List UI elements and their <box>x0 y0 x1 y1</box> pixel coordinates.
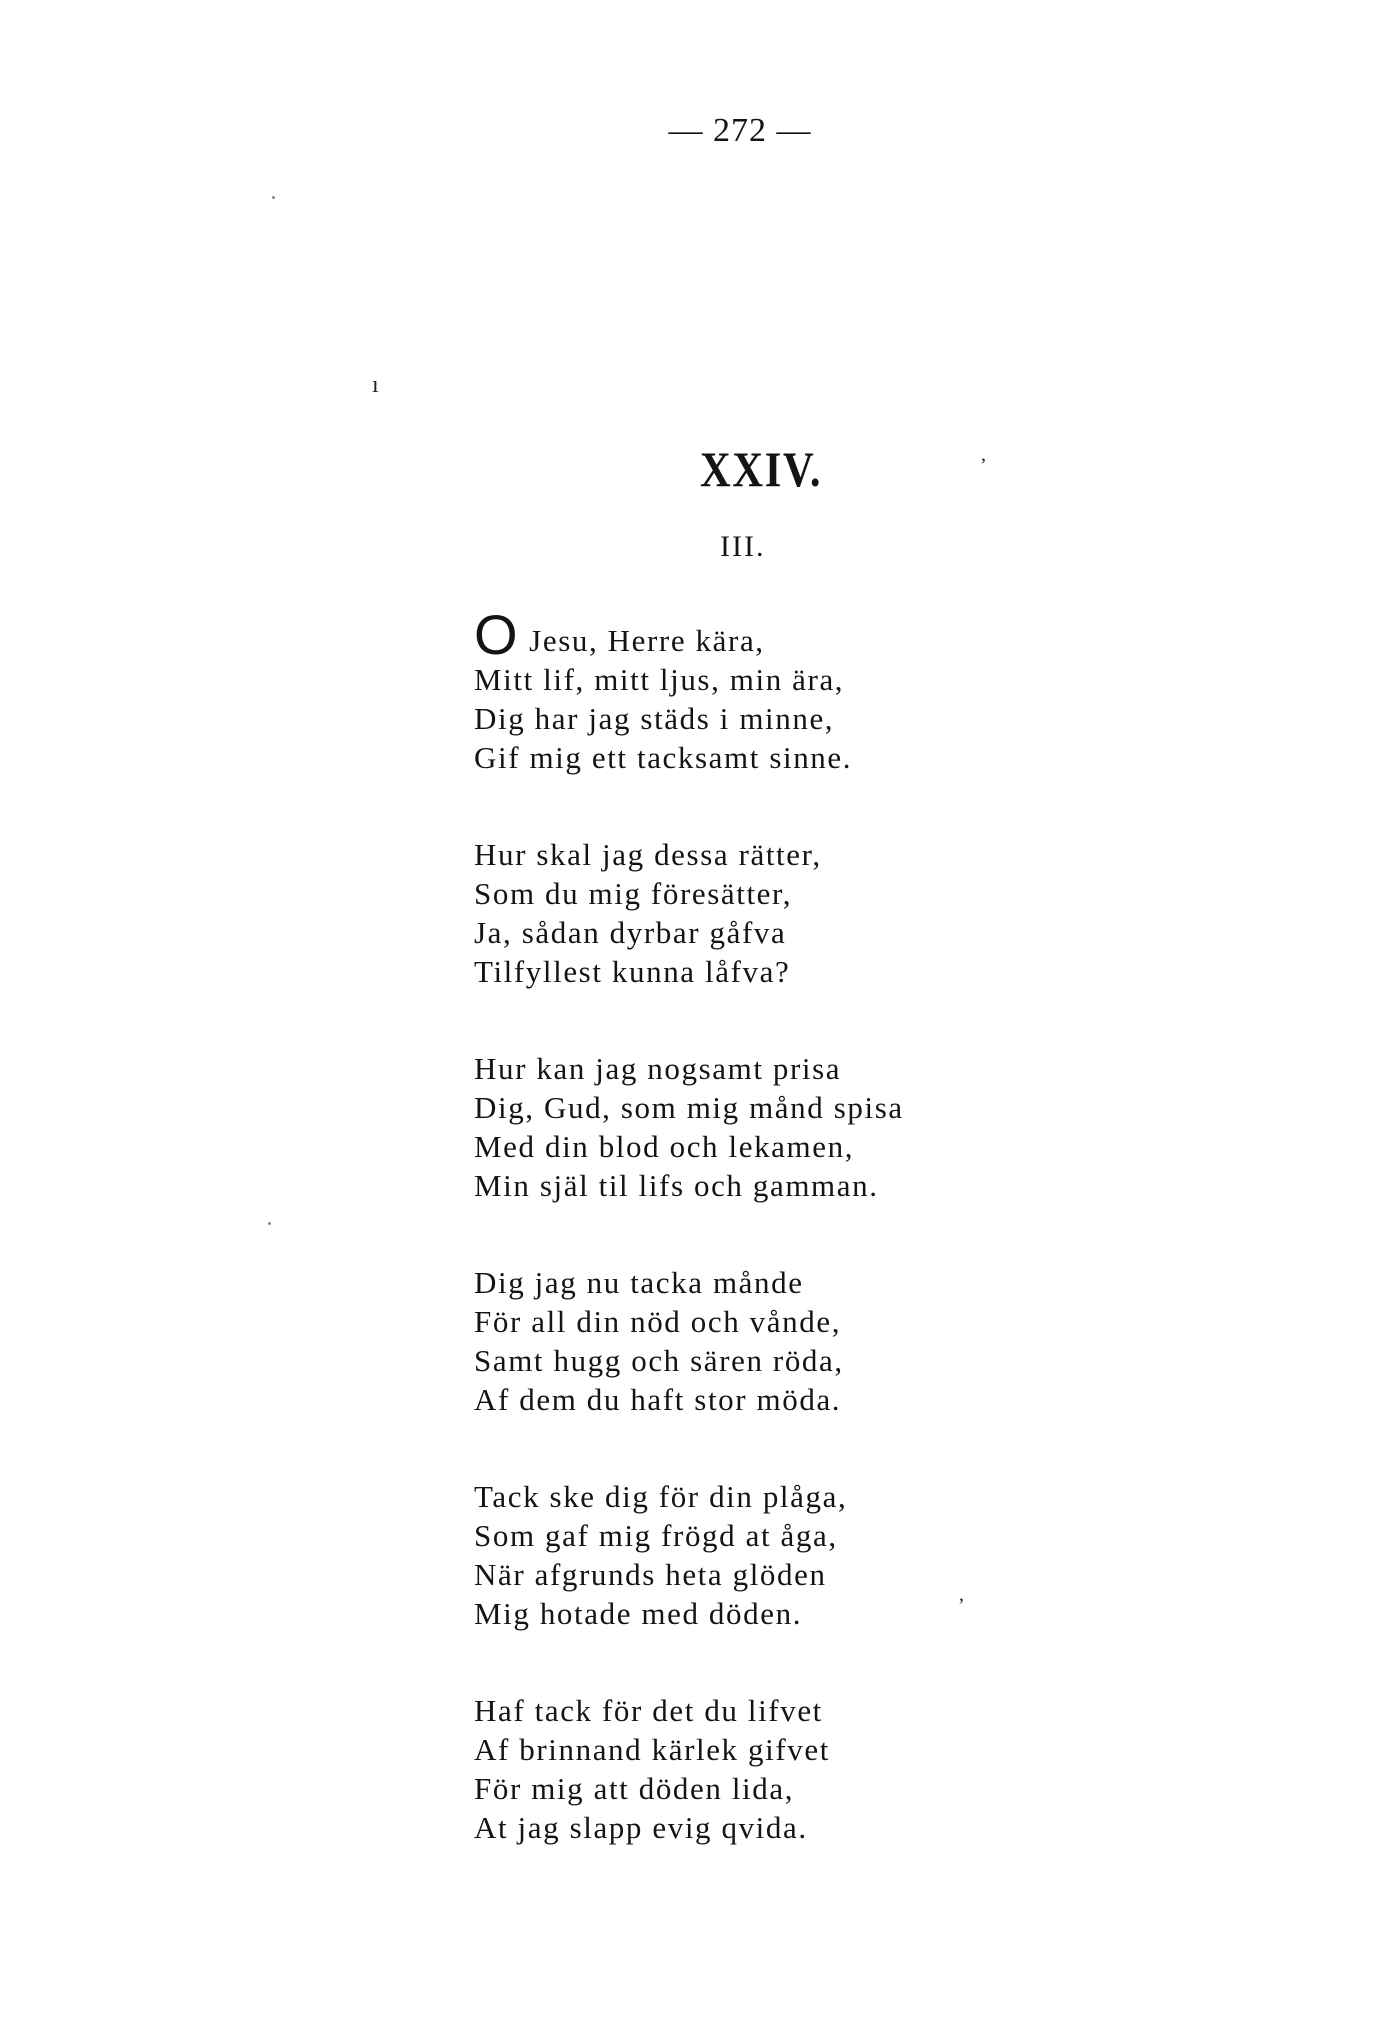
verse-line: Dig har jag städs i minne, <box>474 701 835 736</box>
hymn-number: XXIV. <box>700 441 823 497</box>
verse-line: Med din blod och lekamen, <box>474 1129 855 1164</box>
verse-line: Mig hotade med döden. <box>474 1596 803 1631</box>
verse-line-text: Jesu, Herre kära, <box>529 623 765 658</box>
verse-line: Tilfyllest kunna låfva? <box>474 954 791 989</box>
verse-line: Mitt lif, mitt ljus, min ära, <box>474 662 845 697</box>
verse-line: Af brinnand kärlek gifvet <box>474 1732 830 1767</box>
verse-line: För all din nöd och vånde, <box>474 1304 842 1339</box>
page-number: — 272 — <box>668 112 812 149</box>
verse-line: At jag slapp evig qvida. <box>474 1810 808 1845</box>
verse-line: Dig, Gud, som mig månd spisa <box>474 1090 904 1125</box>
verse-line: Dig jag nu tacka månde <box>474 1265 804 1300</box>
verse-line: Af dem du haft stor möda. <box>474 1382 842 1417</box>
verse-line: Haf tack för det du lifvet <box>474 1693 823 1728</box>
stanza-2 <box>474 835 1374 991</box>
verse-line: Samt hugg och sären röda, <box>474 1343 844 1378</box>
verse-line: Gif mig ett tacksamt sinne. <box>474 740 853 775</box>
scan-dot <box>272 196 275 199</box>
verse-line: Min själ til lifs och gamman. <box>474 1168 879 1203</box>
drop-initial: O <box>474 603 520 666</box>
verse-line <box>474 603 1374 666</box>
stanza-3 <box>474 1049 1374 1205</box>
verse-line: För mig att döden lida, <box>474 1771 795 1806</box>
stanza-4 <box>474 1263 1374 1419</box>
verse-line: När afgrunds heta glöden <box>474 1557 827 1592</box>
scan-dot <box>268 1222 271 1225</box>
verse-line: Hur kan jag nogsamt prisa <box>474 1051 842 1086</box>
stanza-6 <box>474 1691 1374 1847</box>
verse-line: Tack ske dig för din plåga, <box>474 1479 848 1514</box>
ink-speck: ı <box>372 372 379 398</box>
verse-line: Ja, sådan dyrbar gåfva <box>474 915 787 950</box>
ink-speck: ʼ <box>980 455 987 477</box>
verse-line: Som du mig föresätter, <box>474 876 793 911</box>
verse-line: Som gaf mig frögd at åga, <box>474 1518 838 1553</box>
hymn-text <box>474 603 1374 1905</box>
ink-speck: ʼ <box>958 1595 965 1617</box>
stanza-1 <box>474 603 1374 777</box>
part-number: III. <box>720 530 766 563</box>
verse-line: Hur skal jag dessa rätter, <box>474 837 822 872</box>
stanza-5 <box>474 1477 1374 1633</box>
